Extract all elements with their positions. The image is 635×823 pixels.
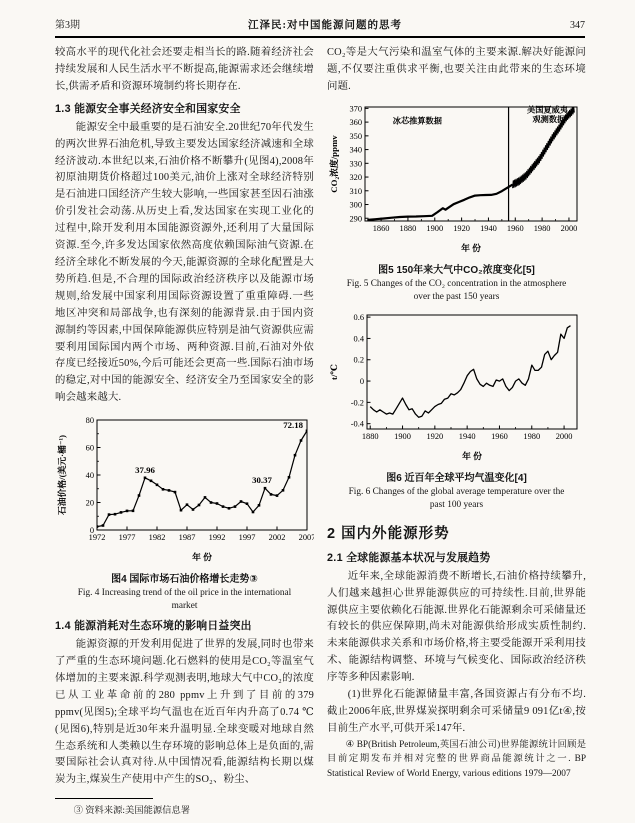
svg-text:330: 330 bbox=[349, 159, 362, 169]
co2-concentration-line-chart bbox=[327, 102, 586, 254]
svg-text:1920: 1920 bbox=[426, 431, 444, 441]
paragraph-energy-security: 能源安全中最重要的是石油安全.20世纪70年代发生的两次世界石油危机,导致主要发达国家经济减速和全球经济波动.本世纪以来,石油价格不断攀升(见图4),2008年初原油期货价格超过100美元,油价上涨对全球经济特别是石油进口国经济产生较大影响,一些国家甚至因石油涨价引发社会动荡.从历史上看,发达国家在实现工业化的过程中,除开发利用本国能源资源外,还利用了大量国际资源.至今,许多发达国家依然高度依赖国际油气资源.在经济全球化不断发展的今天,能源资源的全球化配置是大势所趋.但是,不合理的国际政治经济秩序以及能源市场规则,给发展中国家利用国际资源设置了重重障碍.一些地区冲突和局部战争,也有深刻的能源背景.由于国内资源制约等因素,中国保障能源供应特别是油气资源供应需要利用国际国内两个市场、两种资源.目前,石油对外依存度已经接近50%,今后可能还会更高一些.国际石油市场的稳定,对中国的能源安全、经济安全乃至国家安全的影响会越来越大. bbox=[55, 121, 314, 404]
svg-text:t/℃: t/℃ bbox=[329, 363, 339, 380]
right-column bbox=[327, 45, 586, 819]
svg-text:370: 370 bbox=[349, 104, 362, 114]
svg-text:2000: 2000 bbox=[555, 431, 573, 441]
svg-text:30.37: 30.37 bbox=[252, 475, 272, 486]
figure-4-caption bbox=[55, 570, 314, 613]
svg-text:350: 350 bbox=[349, 131, 362, 141]
svg-text:1880: 1880 bbox=[399, 223, 417, 233]
svg-text:37.96: 37.96 bbox=[135, 464, 155, 475]
svg-text:1987: 1987 bbox=[178, 533, 196, 543]
paragraph-intro: 较高水平的现代化社会还要走相当长的路.随着经济社会持续发展和人民生活水平不断提高,能源需求还会继续增长,供需矛盾和资源环境制约将长期存在. bbox=[55, 47, 314, 92]
svg-text:1997: 1997 bbox=[238, 533, 256, 543]
svg-text:年 份: 年 份 bbox=[192, 552, 212, 563]
svg-text:1982: 1982 bbox=[148, 533, 166, 543]
svg-text:40: 40 bbox=[85, 471, 94, 481]
svg-text:0.4: 0.4 bbox=[353, 334, 364, 344]
fig4-caption-zh: 图4 国际市场石油价格增长走势③ bbox=[111, 574, 258, 586]
svg-text:美国夏威夷: 美国夏威夷 bbox=[527, 105, 568, 115]
heading-1-3: 1.3 能源安全事关经济安全和国家安全 bbox=[55, 102, 241, 115]
svg-text:2007: 2007 bbox=[298, 533, 314, 543]
oil-price-line-chart bbox=[55, 413, 314, 563]
svg-text:年 份: 年 份 bbox=[462, 450, 482, 461]
svg-text:1940: 1940 bbox=[480, 223, 497, 233]
heading-1-4: 1.4 能源消耗对生态环境的影响日益突出 bbox=[55, 620, 252, 633]
svg-text:0: 0 bbox=[359, 376, 364, 386]
svg-text:0.6: 0.6 bbox=[353, 312, 364, 322]
figure-5 bbox=[327, 102, 586, 304]
svg-text:1977: 1977 bbox=[118, 533, 136, 543]
figure-6-caption bbox=[327, 469, 586, 512]
svg-text:360: 360 bbox=[349, 117, 362, 127]
svg-text:290: 290 bbox=[349, 213, 362, 223]
svg-text:20: 20 bbox=[85, 498, 94, 508]
svg-text:60: 60 bbox=[85, 443, 94, 453]
svg-text:1920: 1920 bbox=[453, 223, 470, 233]
svg-text:1980: 1980 bbox=[523, 431, 541, 441]
footnote-rule bbox=[55, 798, 153, 799]
svg-text:2000: 2000 bbox=[560, 223, 578, 233]
heading-2-1: 2.1 全球能源基本状况与发展趋势 bbox=[327, 551, 491, 564]
paragraph-eco-impact: 能源资源的开发利用促进了世界的发展,同时也带来了严重的生态环境问题.化石燃料的使用是CO₂等温室气体增加的主要来源.科学观测表明,地球大气中CO₂的浓度已从工业革命前的280 ppmv上升到了目前的379 ppmv(见图5);全球平均气温也在近百年内升高了0.74 ℃(见图6),特别是近30年来升温明显.全球变暖对地球自然生态系统和人类赖以生存环境的影响总体上是负面的,需要国际社会认真对待.从中国情况看,能源结构长期以煤炭为主,煤炭生产使用中产生的SO₂、粉尘、 bbox=[55, 639, 314, 786]
header-rule bbox=[55, 36, 585, 38]
paragraph-co2: CO₂等是大气污染和温室气体的主要来源.解决好能源问题,不仅要注重供求平衡,也要关注由此带来的生态环境问题. bbox=[327, 47, 586, 92]
fig5-caption-en: Fig. 5 Changes of the CO₂ concentration in the atmosphere over the past 150 years bbox=[346, 278, 567, 302]
svg-text:80: 80 bbox=[85, 416, 94, 426]
page-number: 347 bbox=[570, 20, 585, 31]
svg-text:1900: 1900 bbox=[426, 223, 444, 233]
svg-text:1940: 1940 bbox=[458, 431, 476, 441]
page-header bbox=[55, 16, 585, 32]
svg-text:310: 310 bbox=[349, 186, 362, 196]
figure-5-caption bbox=[327, 261, 586, 304]
svg-text:300: 300 bbox=[349, 200, 362, 210]
two-column-body bbox=[55, 45, 585, 819]
svg-text:320: 320 bbox=[349, 172, 362, 182]
svg-text:2002: 2002 bbox=[268, 533, 286, 543]
journal-issue: 第3期 bbox=[55, 20, 80, 31]
svg-text:0: 0 bbox=[89, 526, 94, 536]
svg-text:72.18: 72.18 bbox=[283, 419, 303, 430]
left-column bbox=[55, 45, 314, 819]
svg-text:1992: 1992 bbox=[208, 533, 226, 543]
figure-6 bbox=[327, 310, 586, 512]
svg-text:0.2: 0.2 bbox=[353, 355, 364, 365]
footnote-3: ③ 资料来源:美国能源信息署 bbox=[73, 806, 191, 817]
svg-text:1960: 1960 bbox=[506, 223, 524, 233]
fig6-caption-zh: 图6 近百年全球平均气温变化[4] bbox=[386, 472, 527, 484]
figure-4 bbox=[55, 413, 314, 613]
heading-2: 2 国内外能源形势 bbox=[327, 525, 450, 542]
footnote-4: ④ BP(British Petroleum,英国石油公司)世界能源统计回顾是目前定期发布并相对完整的世界商品能源统计之一. BP Statistical Review of World Energy, various editions 1979—2007 bbox=[327, 739, 586, 779]
svg-text:CO₂浓度/ppmv: CO₂浓度/ppmv bbox=[329, 135, 339, 193]
svg-text:1960: 1960 bbox=[491, 431, 508, 441]
running-title: 江泽民:对中国能源问题的思考 bbox=[248, 20, 402, 31]
svg-text:1860: 1860 bbox=[372, 223, 390, 233]
paragraph-global-energy: 近年来,全球能源消费不断增长,石油价格持续攀升,人们越来越担心世界能源供应的可持续性.目前,世界能源供应主要依赖化石能源.世界化石能源剩余可采储量还有较长的供应保障期,尚未对能源供给形成实质性制约.未来能源供求关系和市场价格,将主要受能源开采利用技术、能源结构调整、环境与气候变化、国际政治经济秩序等多种因素影响. bbox=[327, 570, 586, 684]
svg-text:冰芯推算数据: 冰芯推算数据 bbox=[392, 116, 442, 126]
svg-text:-0.2: -0.2 bbox=[350, 398, 364, 408]
fig6-caption-en: Fig. 6 Changes of the global average temperature over the past 100 years bbox=[348, 486, 565, 510]
fig4-caption-en: Fig. 4 Increasing trend of the oil price in the international market bbox=[77, 588, 292, 612]
svg-text:1900: 1900 bbox=[394, 431, 411, 441]
svg-text:340: 340 bbox=[349, 145, 362, 155]
svg-text:1972: 1972 bbox=[88, 533, 106, 543]
svg-text:石油价格/(美元·桶⁻¹): 石油价格/(美元·桶⁻¹) bbox=[57, 435, 67, 516]
svg-text:1980: 1980 bbox=[533, 223, 551, 233]
paragraph-item-1: (1)世界化石能源储量丰富,各国资源占有分布不均.截止2006年底,世界煤炭探明剩余可采储量9 091亿t④,按目前生产水平,可供开采147年. bbox=[327, 689, 586, 734]
global-temperature-line-chart bbox=[327, 310, 586, 462]
svg-text:年 份: 年 份 bbox=[461, 242, 481, 253]
svg-text:观测数据: 观测数据 bbox=[532, 114, 566, 124]
svg-text:1880: 1880 bbox=[361, 431, 379, 441]
fig5-caption-zh: 图5 150年来大气中CO₂浓度变化[5] bbox=[378, 264, 535, 276]
svg-text:-0.4: -0.4 bbox=[350, 419, 364, 429]
